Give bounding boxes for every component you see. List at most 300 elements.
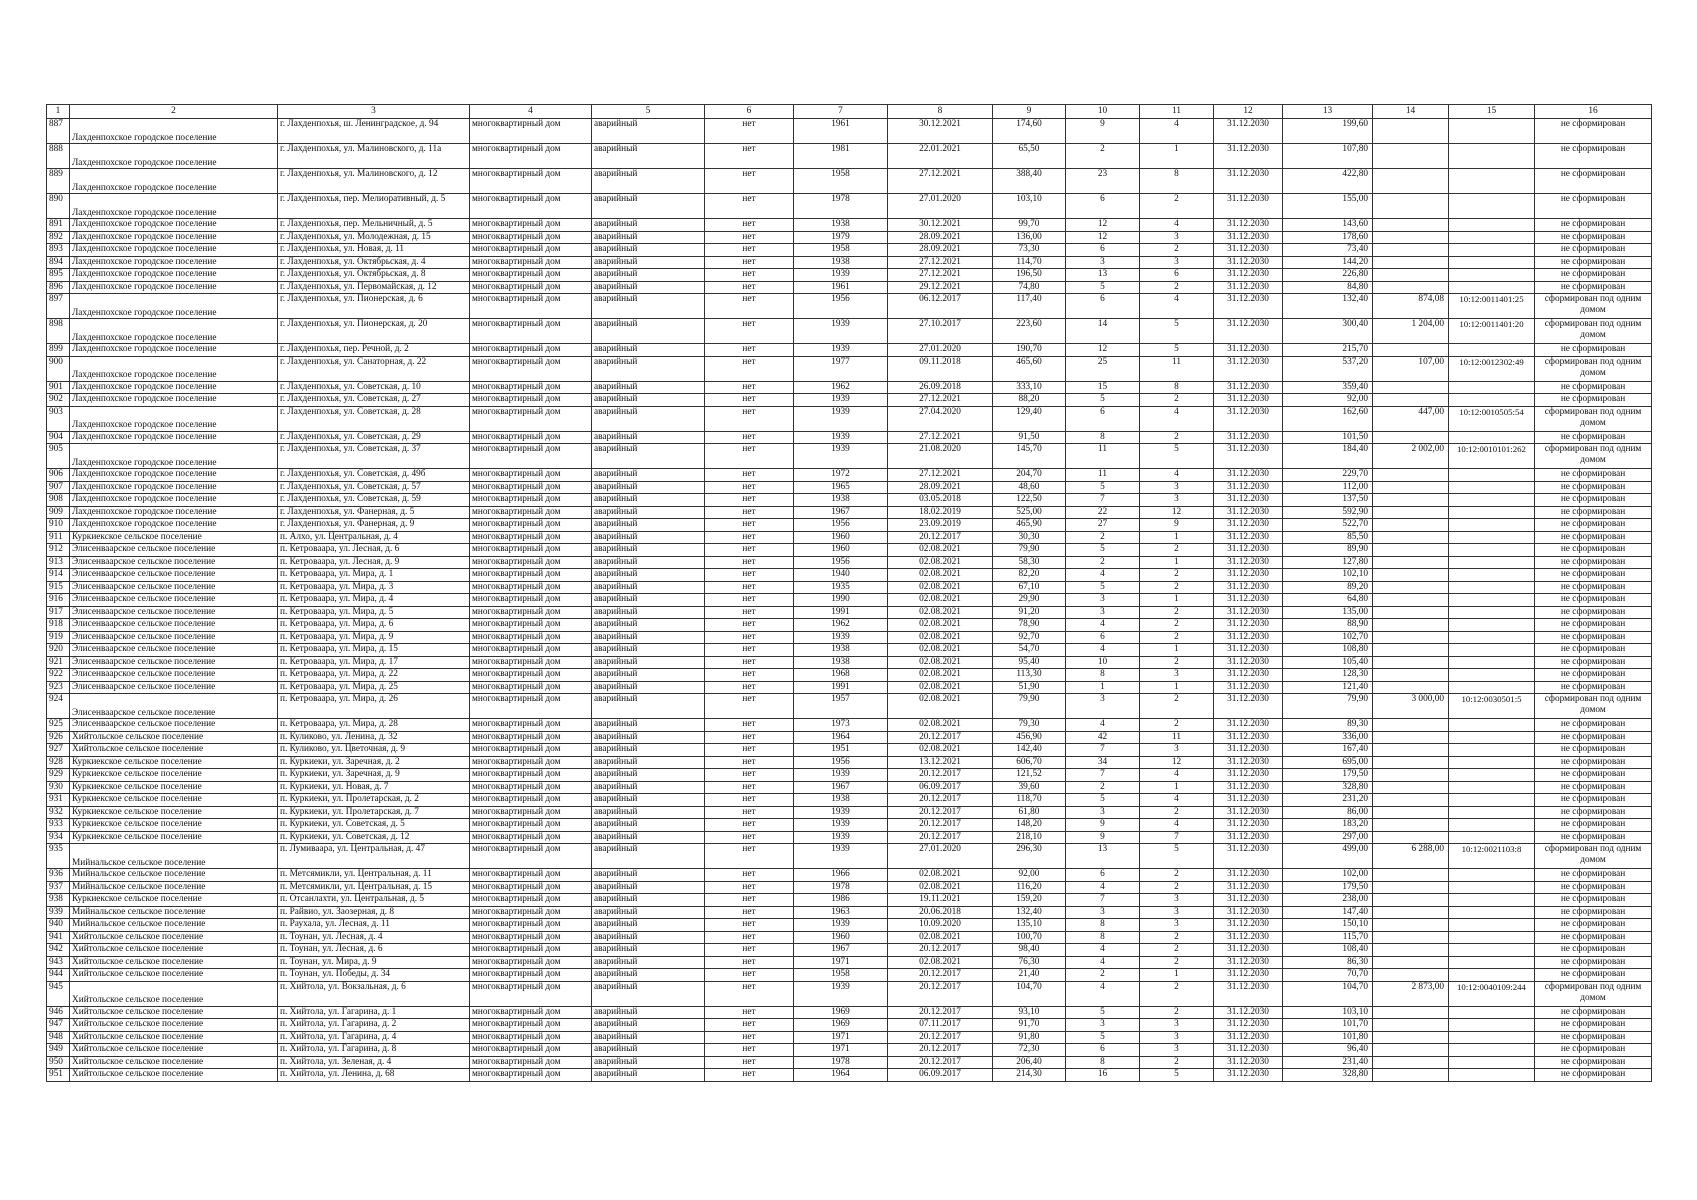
table-cell: п. Тоунан, ул. Лесная, д. 6 [278, 944, 470, 957]
table-cell: 20.12.2017 [888, 731, 993, 744]
table-cell: 2 [1140, 281, 1214, 294]
table-cell: аварийный [592, 481, 705, 494]
table-cell: 31.12.2030 [1214, 531, 1283, 544]
table-row [47, 319, 1652, 344]
table-row [47, 494, 1652, 507]
table-cell: нет [705, 281, 794, 294]
table-cell: 190,70 [993, 344, 1066, 357]
table-cell: аварийный [592, 981, 705, 1006]
table-cell: 7 [1066, 744, 1140, 757]
table-cell: Хийтольское сельское поселение [70, 931, 278, 944]
table-cell: 10.09.2020 [888, 919, 993, 932]
table-cell: Хийтольское сельское поселение [70, 1056, 278, 1069]
table-cell: 20.12.2017 [888, 969, 993, 982]
table-cell: 20.06.2018 [888, 906, 993, 919]
table-cell: 167,40 [1283, 744, 1373, 757]
table-cell: 02.08.2021 [888, 644, 993, 657]
table-cell: 31.12.2030 [1214, 444, 1283, 469]
table-cell: аварийный [592, 619, 705, 632]
table-cell [1373, 656, 1449, 669]
table-cell: 02.08.2021 [888, 931, 993, 944]
table-cell: 8 [1140, 381, 1214, 394]
table-cell: нет [705, 719, 794, 732]
table-cell: нет [705, 919, 794, 932]
table-cell: 1 [1140, 781, 1214, 794]
table-cell: 13 [1066, 844, 1140, 869]
table-cell: п. Тоунан, ул. Победы, д. 34 [278, 969, 470, 982]
table-cell: не сформирован [1535, 569, 1652, 582]
table-cell: аварийный [592, 681, 705, 694]
table-cell: г. Лахденпохья, пер. Мельничный, д. 5 [278, 219, 470, 232]
table-cell: 916 [47, 594, 70, 607]
table-cell: 89,90 [1283, 544, 1373, 557]
table-cell: 1958 [794, 169, 888, 194]
table-cell [1449, 931, 1535, 944]
table-cell: Куркиекское сельское поселение [70, 806, 278, 819]
table-cell [1373, 631, 1449, 644]
table-cell: 910 [47, 519, 70, 532]
table-cell [1449, 244, 1535, 257]
table-cell: 927 [47, 744, 70, 757]
table-row [47, 281, 1652, 294]
table-cell: аварийный [592, 406, 705, 431]
table-cell [1449, 919, 1535, 932]
table-cell: 101,70 [1283, 1019, 1373, 1032]
table-cell: не сформирован [1535, 894, 1652, 907]
table-cell: 1961 [794, 119, 888, 144]
table-cell: 3 [1066, 806, 1140, 819]
table-cell: 336,00 [1283, 731, 1373, 744]
table-cell: нет [705, 344, 794, 357]
table-cell: 1939 [794, 831, 888, 844]
table-cell: 10:12:0021103:8 [1449, 844, 1535, 869]
table-cell: многоквартирный дом [470, 469, 592, 482]
table-row [47, 294, 1652, 319]
column-number-cell: 2 [70, 105, 278, 119]
table-cell: 1990 [794, 594, 888, 607]
table-cell: многоквартирный дом [470, 1056, 592, 1069]
table-cell [1449, 956, 1535, 969]
table-cell: 2 [1066, 531, 1140, 544]
table-cell: 907 [47, 481, 70, 494]
table-cell: 2 [1140, 569, 1214, 582]
table-cell: Хийтольское сельское поселение [70, 1044, 278, 1057]
table-cell: аварийный [592, 694, 705, 719]
table-cell: Куркиекское сельское поселение [70, 781, 278, 794]
table-cell: не сформирован [1535, 719, 1652, 732]
table-cell: 22.01.2021 [888, 144, 993, 169]
table-cell: Лахденпохское городское поселение [70, 244, 278, 257]
table-cell: Элисенваарское сельское поселение [70, 606, 278, 619]
table-cell: 1972 [794, 469, 888, 482]
table-cell: 917 [47, 606, 70, 619]
table-cell [1449, 144, 1535, 169]
table-row [47, 731, 1652, 744]
table-cell: 3 [1140, 906, 1214, 919]
column-number-header-row [47, 105, 1652, 119]
table-cell: п. Куркиеки, ул. Заречная, д. 9 [278, 769, 470, 782]
table-cell: 09.11.2018 [888, 356, 993, 381]
table-cell: аварийный [592, 594, 705, 607]
table-cell: Хийтольское сельское поселение [70, 956, 278, 969]
table-cell: 27.12.2021 [888, 169, 993, 194]
table-cell: многоквартирный дом [470, 931, 592, 944]
table-cell: 73,30 [993, 244, 1066, 257]
table-cell: 31.12.2030 [1214, 694, 1283, 719]
table-cell [1449, 1069, 1535, 1082]
table-cell: многоквартирный дом [470, 119, 592, 144]
table-cell: сформирован под одним домом [1535, 694, 1652, 719]
table-cell [1449, 281, 1535, 294]
table-cell: 928 [47, 756, 70, 769]
table-cell [1373, 1069, 1449, 1082]
column-number-cell: 1 [47, 105, 70, 119]
table-cell [1449, 631, 1535, 644]
table-cell: 297,00 [1283, 831, 1373, 844]
table-cell: 946 [47, 1006, 70, 1019]
table-cell: 03.05.2018 [888, 494, 993, 507]
table-cell: 938 [47, 894, 70, 907]
table-cell: не сформирован [1535, 1006, 1652, 1019]
table-cell: 20.12.2017 [888, 1056, 993, 1069]
table-row [47, 394, 1652, 407]
table-cell: 31.12.2030 [1214, 881, 1283, 894]
table-cell: 31.12.2030 [1214, 1019, 1283, 1032]
table-cell: многоквартирный дом [470, 606, 592, 619]
table-cell: 4 [1066, 719, 1140, 732]
table-cell: 895 [47, 269, 70, 282]
table-cell [1373, 506, 1449, 519]
table-cell [1373, 231, 1449, 244]
table-cell: 465,60 [993, 356, 1066, 381]
table-cell: не сформирован [1535, 756, 1652, 769]
table-cell [1373, 719, 1449, 732]
table-cell: Элисенваарское сельское поселение [70, 544, 278, 557]
table-cell: 939 [47, 906, 70, 919]
table-cell [1449, 744, 1535, 757]
table-row [47, 469, 1652, 482]
table-cell: Лахденпохское городское поселение [70, 469, 278, 482]
table-cell: 902 [47, 394, 70, 407]
table-cell: 2 [1140, 869, 1214, 882]
table-cell: 02.08.2021 [888, 881, 993, 894]
table-cell: аварийный [592, 469, 705, 482]
table-cell: 2 [1066, 781, 1140, 794]
table-cell [1373, 269, 1449, 282]
table-cell: 84,80 [1283, 281, 1373, 294]
table-cell: аварийный [592, 794, 705, 807]
table-cell: Лахденпохское городское поселение [70, 481, 278, 494]
table-cell: 31.12.2030 [1214, 656, 1283, 669]
table-cell: п. Куркиеки, ул. Пролетарская, д. 2 [278, 794, 470, 807]
table-cell: 1939 [794, 769, 888, 782]
table-cell: нет [705, 606, 794, 619]
table-cell: 11 [1066, 444, 1140, 469]
table-cell: 3 [1140, 744, 1214, 757]
table-row [47, 531, 1652, 544]
table-cell: многоквартирный дом [470, 944, 592, 957]
table-cell [1373, 969, 1449, 982]
table-row [47, 981, 1652, 1006]
table-cell: 1957 [794, 694, 888, 719]
table-cell: г. Лахденпохья, ул. Пионерская, д. 20 [278, 319, 470, 344]
table-cell: нет [705, 881, 794, 894]
table-cell: 31.12.2030 [1214, 244, 1283, 257]
table-cell [1449, 169, 1535, 194]
table-cell: 31.12.2030 [1214, 581, 1283, 594]
table-cell: 2 [1140, 394, 1214, 407]
table-cell: 103,10 [1283, 1006, 1373, 1019]
table-cell: 31.12.2030 [1214, 969, 1283, 982]
table-cell: нет [705, 819, 794, 832]
table-cell [1373, 806, 1449, 819]
table-cell: не сформирован [1535, 744, 1652, 757]
table-cell: 893 [47, 244, 70, 257]
table-cell: 935 [47, 844, 70, 869]
table-cell: аварийный [592, 606, 705, 619]
table-cell: 1991 [794, 606, 888, 619]
table-cell: п. Тоунан, ул. Лесная, д. 4 [278, 931, 470, 944]
table-cell: 102,00 [1283, 869, 1373, 882]
table-cell: 39,60 [993, 781, 1066, 794]
table-cell: 8 [1066, 1056, 1140, 1069]
table-cell: 1 [1140, 969, 1214, 982]
table-cell: 1963 [794, 906, 888, 919]
table-cell: 02.08.2021 [888, 719, 993, 732]
table-cell: 921 [47, 656, 70, 669]
table-cell [1373, 494, 1449, 507]
table-cell: 8 [1140, 169, 1214, 194]
table-cell: аварийный [592, 1019, 705, 1032]
table-cell: многоквартирный дом [470, 144, 592, 169]
table-cell [1373, 831, 1449, 844]
table-cell: 88,90 [1283, 619, 1373, 632]
table-cell: 942 [47, 944, 70, 957]
table-cell: 31.12.2030 [1214, 431, 1283, 444]
table-cell [1449, 481, 1535, 494]
table-cell: многоквартирный дом [470, 731, 592, 744]
table-cell: Лахденпохское городское поселение [70, 494, 278, 507]
table-cell: г. Лахденпохья, ул. Молодежная, д. 15 [278, 231, 470, 244]
table-cell: 328,80 [1283, 781, 1373, 794]
table-cell: 11 [1066, 469, 1140, 482]
table-cell: 10 [1066, 656, 1140, 669]
table-cell: п. Отсанлахти, ул. Центральная, д. 5 [278, 894, 470, 907]
table-cell: 26.09.2018 [888, 381, 993, 394]
table-cell: нет [705, 494, 794, 507]
table-cell: аварийный [592, 1044, 705, 1057]
table-cell [1373, 169, 1449, 194]
table-cell: 300,40 [1283, 319, 1373, 344]
table-cell: 113,30 [993, 669, 1066, 682]
table-cell: 1971 [794, 956, 888, 969]
table-cell: нет [705, 1069, 794, 1082]
table-cell [1449, 119, 1535, 144]
table-cell: 2 [1140, 981, 1214, 1006]
table-cell: аварийный [592, 319, 705, 344]
table-cell: аварийный [592, 1069, 705, 1082]
table-cell: аварийный [592, 231, 705, 244]
table-cell: 4 [1140, 819, 1214, 832]
table-cell [1449, 906, 1535, 919]
table-cell [1373, 744, 1449, 757]
table-cell: 06.12.2017 [888, 294, 993, 319]
table-cell: 10:12:0011401:25 [1449, 294, 1535, 319]
table-cell: п. Кетроваара, ул. Мира, д. 5 [278, 606, 470, 619]
table-cell [1373, 381, 1449, 394]
table-cell: 1935 [794, 581, 888, 594]
table-cell: п. Кетроваара, ул. Мира, д. 26 [278, 694, 470, 719]
table-cell: 5 [1066, 281, 1140, 294]
table-cell: 897 [47, 294, 70, 319]
table-cell: 5 [1066, 394, 1140, 407]
table-cell: 148,20 [993, 819, 1066, 832]
table-cell: 100,70 [993, 931, 1066, 944]
table-cell: многоквартирный дом [470, 956, 592, 969]
table-cell: 447,00 [1373, 406, 1449, 431]
table-cell: 229,70 [1283, 469, 1373, 482]
table-cell: 31.12.2030 [1214, 744, 1283, 757]
table-cell: аварийный [592, 519, 705, 532]
table-cell: Мийнальское сельское поселение [70, 869, 278, 882]
table-cell: 31.12.2030 [1214, 1031, 1283, 1044]
table-cell: 7 [1066, 894, 1140, 907]
table-cell: п. Тоунан, ул. Мира, д. 9 [278, 956, 470, 969]
table-cell: многоквартирный дом [470, 681, 592, 694]
table-row [47, 381, 1652, 394]
table-cell: аварийный [592, 819, 705, 832]
table-cell: 1960 [794, 544, 888, 557]
table-cell: Лахденпохское городское поселение [70, 219, 278, 232]
table-cell: многоквартирный дом [470, 244, 592, 257]
table-cell: п. Кетроваара, ул. Мира, д. 9 [278, 631, 470, 644]
table-cell: не сформирован [1535, 256, 1652, 269]
table-cell: нет [705, 269, 794, 282]
table-row [47, 544, 1652, 557]
table-cell: 1 [1140, 144, 1214, 169]
table-row [47, 869, 1652, 882]
table-cell: 14 [1066, 319, 1140, 344]
table-cell: аварийный [592, 944, 705, 957]
table-cell: 1991 [794, 681, 888, 694]
table-cell: 1977 [794, 356, 888, 381]
table-cell: 1967 [794, 506, 888, 519]
table-cell: 31.12.2030 [1214, 631, 1283, 644]
table-cell: 6 [1066, 244, 1140, 257]
table-cell [1449, 381, 1535, 394]
table-cell: 2 [1140, 581, 1214, 594]
table-cell: 20.12.2017 [888, 531, 993, 544]
table-cell: сформирован под одним домом [1535, 319, 1652, 344]
column-number-cell: 14 [1373, 105, 1449, 119]
table-row [47, 956, 1652, 969]
table-cell: нет [705, 669, 794, 682]
table-row [47, 819, 1652, 832]
table-cell: 1 [1140, 594, 1214, 607]
table-cell: 31.12.2030 [1214, 556, 1283, 569]
table-cell: 1939 [794, 806, 888, 819]
table-cell: не сформирован [1535, 869, 1652, 882]
table-cell: многоквартирный дом [470, 831, 592, 844]
table-cell: Мийнальское сельское поселение [70, 919, 278, 932]
table-cell: 4 [1066, 881, 1140, 894]
table-cell: 22 [1066, 506, 1140, 519]
table-row [47, 1056, 1652, 1069]
table-cell: 2 [1140, 956, 1214, 969]
table-cell: 2 [1140, 656, 1214, 669]
table-cell [1373, 119, 1449, 144]
table-cell: 27.01.2020 [888, 844, 993, 869]
table-cell: не сформирован [1535, 481, 1652, 494]
table-cell: не сформирован [1535, 544, 1652, 557]
table-row [47, 631, 1652, 644]
table-cell: 3 [1066, 1019, 1140, 1032]
table-cell: 29,90 [993, 594, 1066, 607]
table-cell: 2 [1140, 606, 1214, 619]
table-cell: не сформирован [1535, 531, 1652, 544]
table-cell [1373, 194, 1449, 219]
table-cell: Элисенваарское сельское поселение [70, 669, 278, 682]
table-cell: 82,20 [993, 569, 1066, 582]
table-cell: 2 [1066, 556, 1140, 569]
table-cell: многоквартирный дом [470, 781, 592, 794]
column-number-cell: 12 [1214, 105, 1283, 119]
table-cell: 31.12.2030 [1214, 869, 1283, 882]
table-cell: 4 [1140, 406, 1214, 431]
table-cell: 4 [1140, 219, 1214, 232]
table-cell: многоквартирный дом [470, 794, 592, 807]
table-cell: 89,30 [1283, 719, 1373, 732]
table-cell [1373, 431, 1449, 444]
table-cell: многоквартирный дом [470, 219, 592, 232]
table-cell: многоквартирный дом [470, 1044, 592, 1057]
table-cell: 1966 [794, 869, 888, 882]
table-cell [1373, 256, 1449, 269]
table-cell: аварийный [592, 956, 705, 969]
table-cell: 9 [1140, 519, 1214, 532]
table-cell: аварийный [592, 194, 705, 219]
table-cell: 4 [1066, 981, 1140, 1006]
table-cell: аварийный [592, 531, 705, 544]
table-cell: 1 [1066, 681, 1140, 694]
table-cell: многоквартирный дом [470, 394, 592, 407]
table-cell: 5 [1140, 319, 1214, 344]
table-cell: 2 [1140, 194, 1214, 219]
table-cell: 31.12.2030 [1214, 894, 1283, 907]
table-cell: п. Хийтола, ул. Зеленая, д. 4 [278, 1056, 470, 1069]
table-cell: 4 [1066, 944, 1140, 957]
table-cell [1449, 269, 1535, 282]
table-cell: г. Лахденпохья, ул. Советская, д. 49б [278, 469, 470, 482]
table-cell: 4 [1066, 644, 1140, 657]
table-cell: Куркиекское сельское поселение [70, 819, 278, 832]
table-cell: не сформирован [1535, 919, 1652, 932]
table-cell: не сформирован [1535, 281, 1652, 294]
table-cell: г. Лахденпохья, пер. Мелиоративный, д. 5 [278, 194, 470, 219]
table-cell: Хийтольское сельское поселение [70, 1006, 278, 1019]
table-row [47, 594, 1652, 607]
table-cell: аварийный [592, 544, 705, 557]
table-cell: 13.12.2021 [888, 756, 993, 769]
table-row [47, 719, 1652, 732]
table-cell: 1956 [794, 519, 888, 532]
table-cell: г. Лахденпохья, ул. Октябрьская, д. 8 [278, 269, 470, 282]
table-row [47, 481, 1652, 494]
table-cell: 20.12.2017 [888, 981, 993, 1006]
table-cell: многоквартирный дом [470, 231, 592, 244]
table-row [47, 906, 1652, 919]
table-cell: 31.12.2030 [1214, 256, 1283, 269]
